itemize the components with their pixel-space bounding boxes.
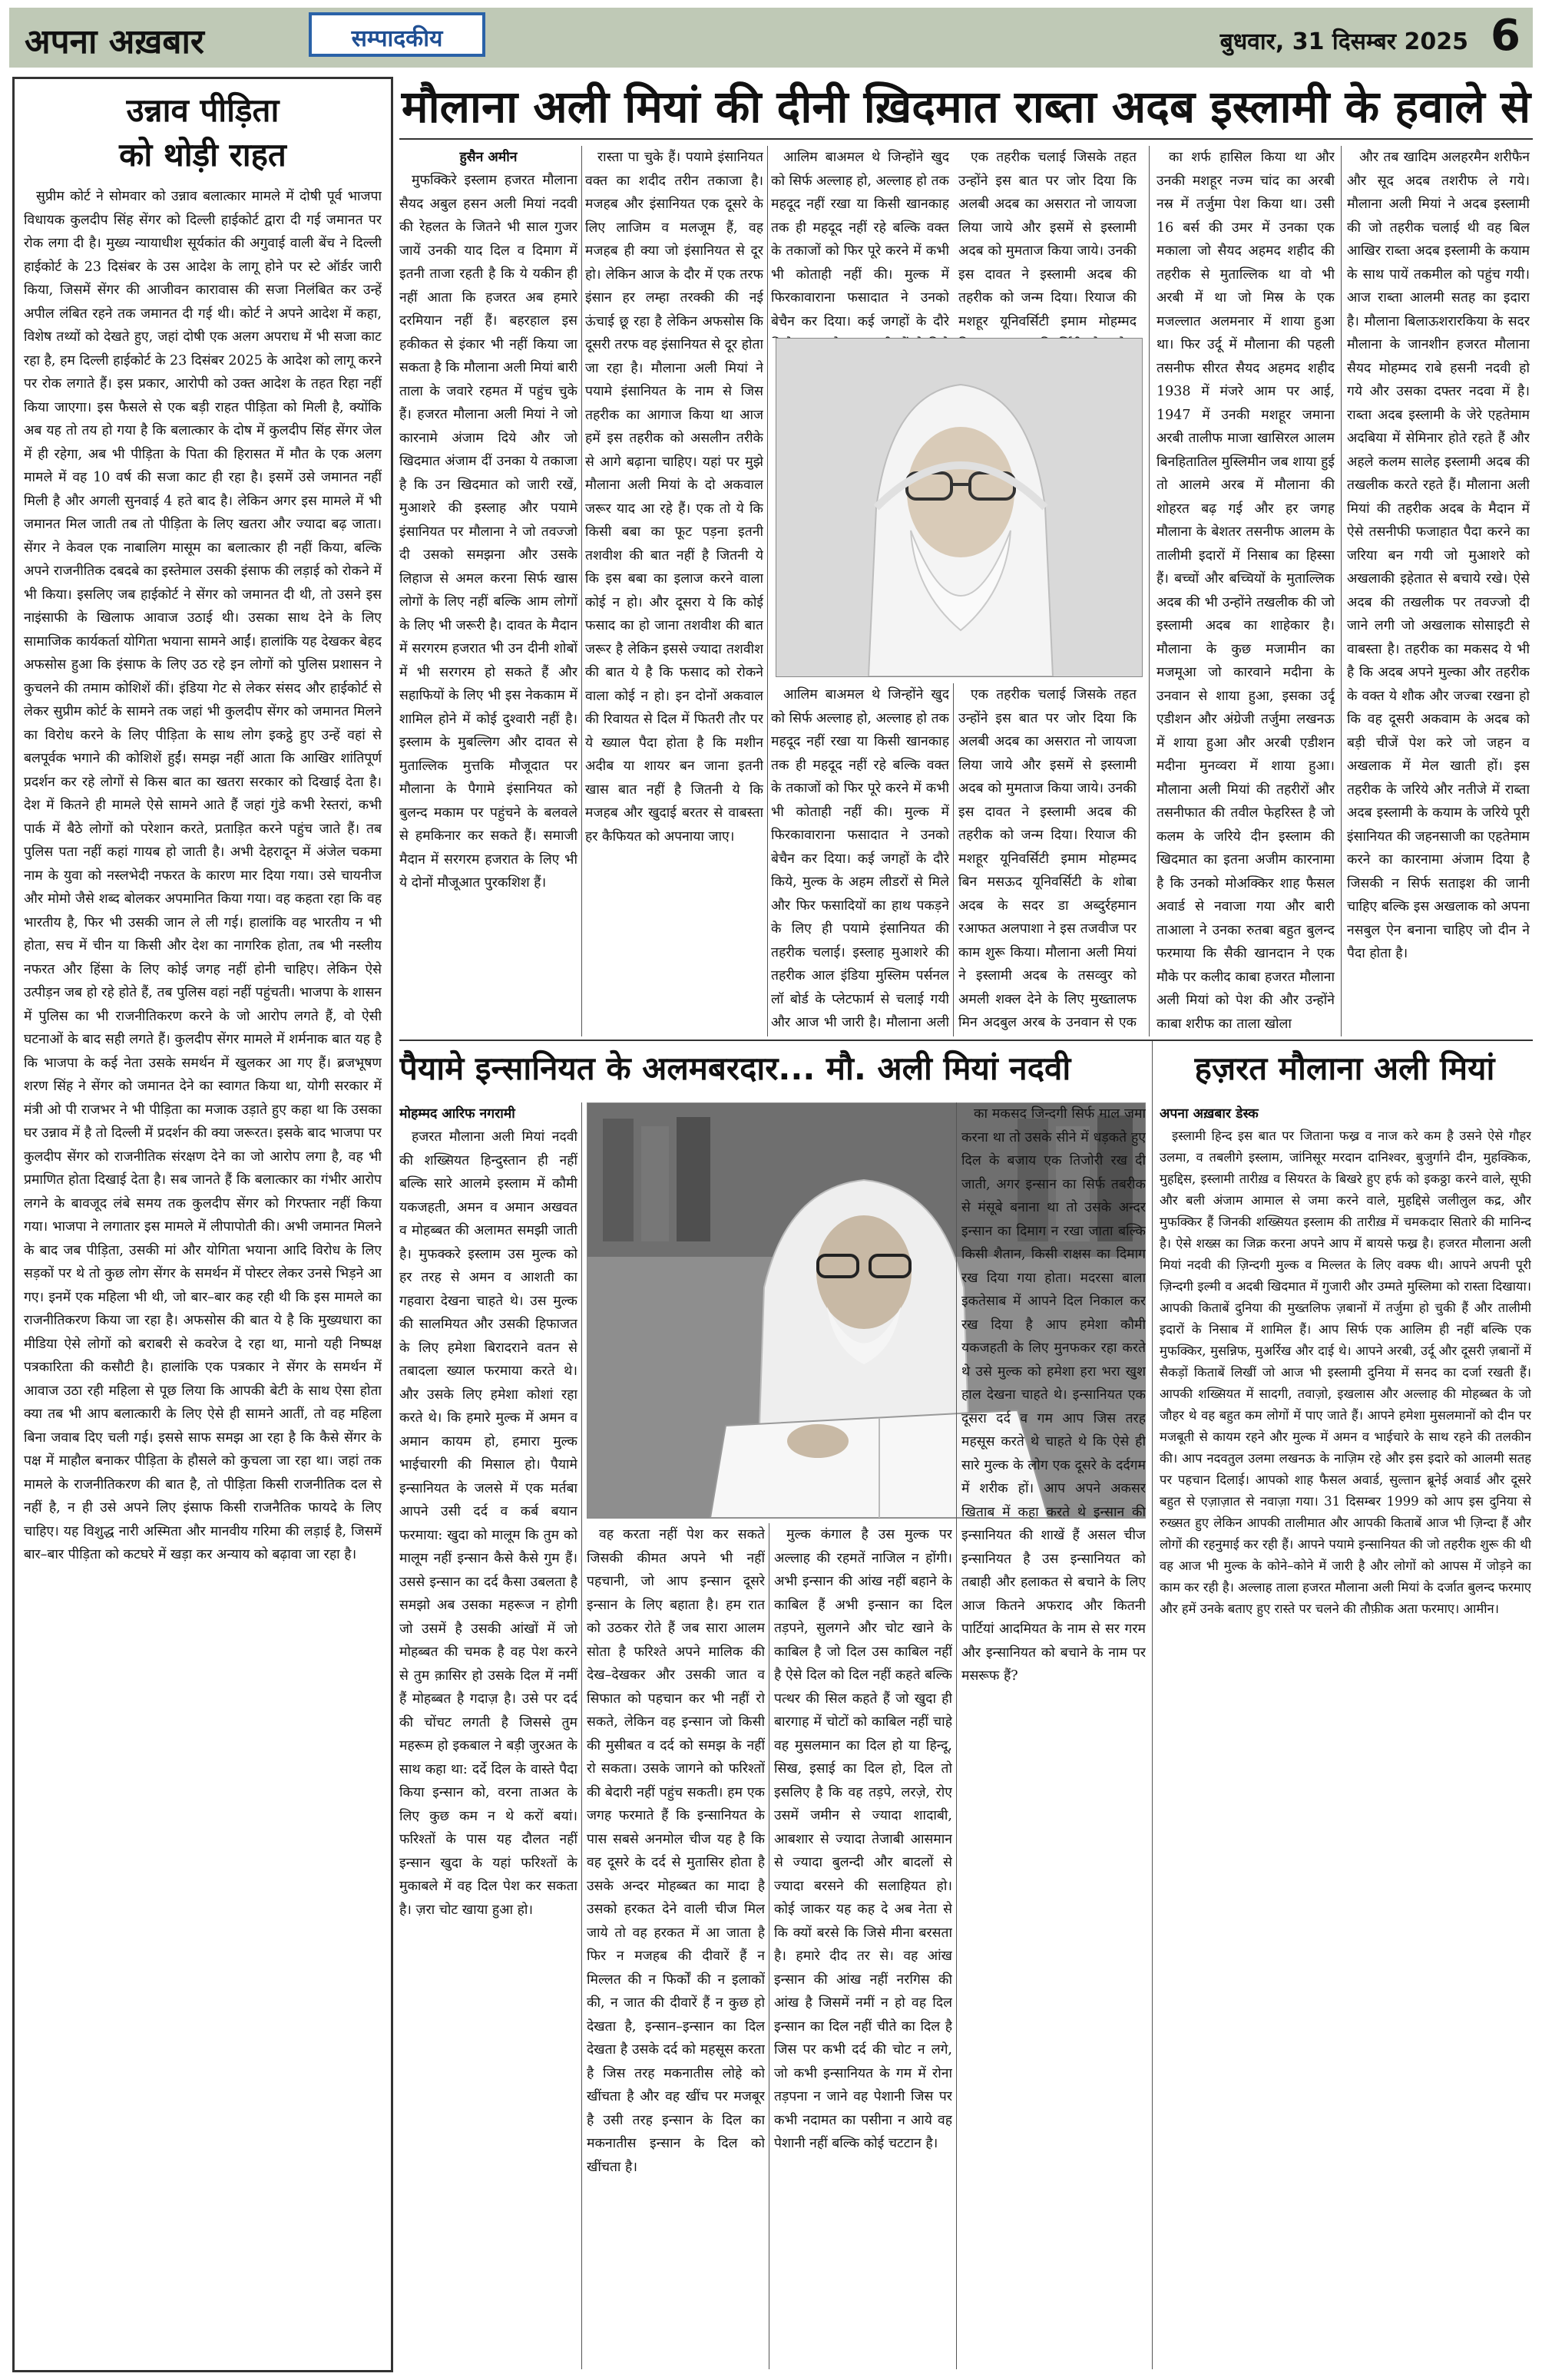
right-article-text: इस्लामी हिन्द इस बात पर जिताना फख्र व नाज करे कम है उसने ऐसे गौहर उलमा, व तबलीगे इस्लाम, जांनिसूर मरदान दानिश्वर, बुजुर्गाने दीन, मुहक्किक, मुहद्दिस, इस्लामी तारीख़ व सियरत के बिखरे हुए हर्फ को इकठ्ठा करने वाले, सूफी और बली अंजाम आमाल से जमा करने वाले, मुहद्दिसे जलीलुल कद्र, और मुफक्किर हैं जिनकी शख्सियत इस्लाम की तारीख़ में चमकदार सितारे की मानिन्द है। ऐसे शख्स का जिक्र करना अपने आप में बायसे फख्र है। हजरत मौलाना अली मियां नदवी की ज़िन्दगी मुल्क व मिल्लत के लिए वक्फ थी। आपने अपनी पूरी ज़िन्दगी इल्मी व अदबी खिदमात में गुजारी और उम्मते मुस्लिमा को रास्ता दिखाया। आपकी किताबें दुनिया की मुख्तलिफ ज़बानों में तर्जुमा हो चुकी हैं और तालीमी इदारों के निसाब में शामिल हैं। आप सिर्फ एक आलिम ही नहीं बल्कि एक मुफक्किर, मुसन्निफ, मुअर्रिख और दाई थे। आपने अरबी, उर्दू और दूसरी ज़बानों में सैकड़ों किताबें लिखीं जो आज भी इस्लामी दुनिया में सनद का दर्जा रखती हैं। आपकी शख्सियत में सादगी, तवाज़ो, इखलास और अल्लाह की मोहब्बत के जो जौहर थे वह बहुत कम लोगों में पाए जाते हैं। आपने हमेशा मुसलमानों को दीन पर मजबूती से कायम रहने और मुल्क में अमन व भाईचारे के साथ रहने की तलकीन की। आप नदवतुल उलमा लखनऊ के नाज़िम रहे और इस इदारे को आलमी सतह पर पहचान दिलाई। आपको शाह फैसल अवार्ड, सुल्तान ब्रूनेई अवार्ड और दूसरे बहुत से एज़ाज़ात से नवाज़ा गया। 31 दिसम्बर 1999 को आप इस दुनिया से रुख्सत हुए लेकिन आपकी तालीमात और आपकी किताबें आज भी ज़िन्दा हैं और लोगों की रहनुमाई कर रही हैं। आपने पयामे इन्सानियत की जो तहरीक शुरू की थी वह आज भी मुल्क के कोने–कोने में जारी है और लोगों को आपस में जोड़ने का काम कर रही है। अल्लाह ताला हजरत मौलाना अली मियां के दर्जात बुलन्द फरमाए और हमें उनके बताए हुए रास्ते पर चलने की तौफ़ीक अता फरमाए। आमीन। <box>1160 1129 1531 1616</box>
main-col-1-text: मुफक्किरे इस्लाम हजरत मौलाना सैयद अबुल हसन अली मियां नदवी की रेहलत के जितने भी साल गुजर जायें उनकी याद दिल व दिमाग में इतनी ताजा रहती है कि ये यकीन ही नहीं आता कि हजरत अब हमारे दरमियान नहीं हैं। बहरहाल इस हकीकत से इंकार भी नहीं किया जा सकता है कि मौलाना अली मियां बारी ताला के जवारे रहमत में पहुंच चुके हैं। हजरत मौलाना अली मियां ने जो कारनामे अंजाम दिये और जो खिदमात अंजाम दीं उनका ये तकाजा है कि उन खिदमात को जारी रखें, मुआशरे की इस्लाह और पयामे इंसानियत पर मौलाना ने जो तवज्जो दी उसको समझना और उसके लिहाज से अमल करना सिर्फ खास लोगों के लिए नहीं बल्कि आम लोगों के लिए भी जरूरी है। दावत के मैदान में सरगरम हजरात भी उन दीनी शोबों में भी सरगरम हो सकते हैं और सहाफियों के लिए भी इस नेककाम में शामिल होने में कोई दुश्वारी नहीं है। इस्लाम के मुबल्लिग और दावत से मुताल्लिक मुत्तकि मौजूदात पर मौलाना के पैगामे इंसानियत को बुलन्द मकाम पर पहुंचने के बलवले से हमकिनार कर सकते हैं। समाजी मैदान में सरगरम हजरात के लिए भी ये दोनों मौजूआत पुरकशिश हैं। <box>399 173 577 891</box>
masthead <box>9 8 1533 68</box>
column-rule <box>1341 146 1342 1036</box>
second-article-col-4 <box>961 1102 1146 2369</box>
second-article-col-2 <box>587 1523 765 2369</box>
headline-rule <box>399 138 1533 140</box>
main-col-4-text-continued: एक तहरीक चलाई जिसके तहत उन्होंने इस बात पर जोर दिया कि अलबी अदब का असरात नो जायजा लिया जाये और इसमें से इस्लामी अदब को मुमताज किया जाये। उनकी इस दावत ने इस्लामी अदब की तहरीक को जन्म दिया। रियाज की मशहूर यूनिवर्सिटी इमाम मोहम्मद बिन मसऊद यूनिवर्सिटी के शोबा अदब के सदर डा अब्दुर्रहमान रआफत अलपाशा ने इस तजवीज पर काम शुरू किया। मौलाना अली मियां ने इस्लामी अदब के तसव्वुर को अमली शक्ल देने के लिए मुख्तालफ मिन अदबुल अरब के उनवान से एक <box>958 687 1137 1030</box>
main-article-col-1 <box>399 146 577 1038</box>
main-article-col-5 <box>1156 146 1335 1038</box>
main-col-6-text: और तब खादिम अलहरमैन शरीफैन और सूद अदब तशरीफ ले गये। मौलाना अली मियां ने अदब इस्लामी की जो तहरीक चलाई थी वह बिल आखिर राब्ता अदब इस्लामी के कयाम के साथ पायें तकमील को पहुंच गयी। आज राब्ता आलमी सतह का इदारा है। मौलाना बिलाऊशरारकिया के सदर मौलाना के जानशीन हजरत मौलाना सैयद मोहम्मद राबे हसनी नदवी हो गये और उसका दफ्तर नदवा में है। राब्ता अदब इस्लामी के जेरे एहतेमाम अदबिया में सेमिनार होते रहते हैं और अहले कलम सालेह इस्लामी अदब की तखलीक करते रहते हैं। मौलाना अली मियां की तहरीक अदब के मैदान में ऐसे तसनीफी फजाहात पैदा करने का जरिया बन गयी जो मुआशरे को अखलाकी इहेतात से बचाये रखे। ऐसे अदब की तखलीक पर तवज्जो दी जाने लगी जो अखलाक सोसाइटी से वाबस्ता है। तहरीक का मकसद ये भी है कि अदब अपने मुल्का और तहरीक के वक्त ये शौक और जज्बा रखना हो कि वह दूसरी अकवाम के अदब को बड़ी चीजें पेश करे जो जहन व अखलाक में मेल खाती हों। इस तहरीक के जरिये और नतीजे में राब्ता अदब इस्लामी के कयाम के जरिये पूरी इंसानियत की जहनसाजी का एहतेमाम करने का कारनामा अंजाम दिया है जिसकी न सिर्फ सताइश की जानी चाहिए बल्कि इस अखलाक को अपना नसबुल ऐन बनाना चाहिए जो दीन ने पैदा होता है। <box>1347 150 1530 961</box>
column-rule <box>953 683 954 1036</box>
main-article-col-4-bottom <box>958 683 1137 1038</box>
main-article-col-2 <box>585 146 763 1038</box>
main-byline: हुसैन अमीन <box>459 150 518 165</box>
column-rule <box>767 146 768 1036</box>
second-article-col-3 <box>774 1523 952 2369</box>
second-col-1-text: हजरत मौलाना अली मियां नदवी की शख्सियत हिन्दुस्तान ही नहीं बल्कि सारे आलमे इस्लाम में कौमी यकजहती, अमन व अमान अखवत व मोहब्बत की अलामत समझी जाती है। मुफक्करे इस्लाम उस मुल्क को हर तरह से अमन व आशती का गहवारा देखना चाहते थे। उस मुल्क की सालमियत और उसकी हिफाजत के लिए हमेशा बिरादराने वतन से तबादला ख्याल फरमाया करते थे। और उसके लिए हमेशा कोशां रहा करते थे। कि हमारे मुल्क में अमन व अमान कायम हो, हमारा मुल्क भाईचारगी की मिसाल हो। पैयामे इन्सानियत के जलसे में एक मर्तबा आपने उसी दर्द व कर्ब बयान फरमाया: खुदा को मालूम कि तुम को मालूम नहीं इन्सान कैसे कैसे गुम हैं। उससे इन्सान का दर्द कैसा उबलता है समझो अब उसका महरूज न होगी जो उसमें है उसकी आंखों में जो मोहब्बत की चमक है वह पेश करने से तुम क़ासिर हो उसके दिल में नमीं हैं मोहब्बत है गदाज़ है। उसे पर दर्द की चोंचट लगती है जिससे तुम महरूम हो इकबाल ने बड़ी जुरअत के साथ कहा था: दर्दे दिल के वास्ते पैदा किया इन्सान को, वरना ताअत के लिए कुछ कम न थे करों बयां। फरिश्तों के पास यह दौलत नहीं इन्सान खुदा के यहां फरिश्तों के मुकाबले में वह दिल पेश कर सकता है। ज़रा चोट खाया हुआ हो। <box>399 1129 577 1918</box>
second-article-col-1 <box>399 1102 577 2369</box>
main-col-3-text: आलिम बाअमल थे जिन्होंने खुद को सिर्फ अल्लाह हो, अल्लाह हो तक महदूद नहीं रखा या किसी खानकाह तक ही महदूद नहीं रहे बल्कि वक्त के तकाजों को फिर पूरे करने में कभी भी कोताही नहीं की। मुल्क में फिरकावाराना फसादात ने उनको बेचैन कर दिया। कई जगहों के दौरे <box>771 150 949 329</box>
main-col-2-text: रास्ता पा चुके हैं। पयामे इंसानियत वक्त का शदीद तरीन तकाजा है। मजहब और इंसानियत एक दूसरे के लिए लाजिम व मलजूम हैं, वह मजहब ही क्या जो इंसानियत से दूर हो। लेकिन आज के दौर में एक तरफ इंसान हर लम्हा तरक्की की नई ऊंचाई छू रहा है लेकिन अफसोस कि दूसरी तरफ वह इंसानियत से दूर होता जा रहा है। मौलाना अली मियां ने पयामे इंसानियत के नाम से जिस तहरीक का आगाज किया था आज हमें इस तहरीक को असलीन तरीके से आगे बढ़ाना चाहिए। यहां पर मुझे मौलाना अली मियां के दो अकवाल जरूर याद आ रहे हैं। एक तो ये कि किसी बबा का फूट पड़ना इतनी तशवीश की बात नहीं है जितनी ये कि इस बबा का इलाज करने वाला कोई न हो। और दूसरा ये कि कोई फसाद का हो जाना तशवीश की बात जरूर है लेकिन इससे ज्यादा तशवीश की बात ये है कि फसाद को रोकने वाला कोई न हो। इन दोनों अकवाल की रिवायत से दिल में फितरी तौर पर ये ख्याल पैदा होता है कि मशीन अदीब या शायर बन जाना इतनी खास बात नहीं है जितनी ये कि मजहब और खुदाई बरतर से वाबस्ता हर कैफियत को अपनाया जाए। <box>585 150 763 845</box>
section-box <box>309 12 485 57</box>
main-headline: मौलाना अली मियां की दीनी ख़िदमात राब्ता अदब इस्लामी के हवाले से <box>401 81 1531 133</box>
column-rule <box>581 1102 582 2369</box>
issue-date: बुधवार, 31 दिसम्बर 2025 <box>1219 28 1468 55</box>
second-col-2-text: वह करता नहीं पेश कर सकते जिसकी कीमत अपने भी नहीं पहचानी, जो आप इन्सान दूसरे इन्सान के लिए बहाता है। हम रात को उठकर रोते हैं जब सारा आलम सोता है फरिश्ते अपने मालिक की देख–देखकर और उसकी जात व सिफात को पहचान कर भी नहीं रो सकते, लेकिन वह इन्सान जो किसी की मुसीबत व दर्द को समझ के नहीं रो सकता। उसके जागने को फरिश्तों की बेदारी नहीं पहुंच सकती। हम एक जगह फरमाते हैं कि इन्सानियत के पास सबसे अनमोल चीज यह है कि वह दूसरे के दर्द से मुतासिर होता है उसके अन्दर मोहब्बत का मादा है उसको हरकत देने वाली चीज मिल जाये तो वह हरकत में आ जाता है फिर न मजहब की दीवारें हैं न मिल्लत की न फिर्कों की न इलाकों की, न जात की दीवारें हैं न कुछ हो देखता है, इन्सान–इन्सान का दिल देखता है उसके दर्द को महसूस करता है जिस तरह मकनातीस लोहे को खींचता है और वह खींच पर मजबूर है उसी तरह इन्सान के दिल का मकनातीस इन्सान के दिल को खींचता है। <box>587 1527 765 2175</box>
editorial-headline <box>15 88 391 177</box>
portrait-illustration <box>776 339 1142 676</box>
main-col-3-text-continued: आलिम बाअमल थे जिन्होंने खुद को सिर्फ अल्लाह हो, अल्लाह हो तक महदूद नहीं रखा या किसी खानकाह तक ही महदूद नहीं रहे बल्कि वक्त के तकाजों को फिर पूरे करने में कभी भी कोताही नहीं की। मुल्क में फिरकावाराना फसादात ने उनको बेचैन कर दिया। कई जगहों के दौरे किये, मुल्क के अहम लीडरों से मिले और फिर फसादियों का हाथ पकड़ने के लिए ही पयामे इंसानियत की तहरीक चलाई। इस्लाह मुआशरे की तहरीक आल इंडिया मुस्लिम पर्सनल लॉ बोर्ड के प्लेटफार्म से चलाई गयी और आज भी जारी है। मौलाना अली <box>771 687 949 1030</box>
paper-name: अपना अख़बार <box>25 22 204 61</box>
second-col-4-text: का मकसद जिन्दगी सिर्फ माल जमा करना था तो उसके सीने में धड़कते हुए दिल के बजाय एक तिजोरी रख दी जाती, अगर इन्सान का सिर्फ तबरीक से मंसूबे बनाना था तो उसके अन्दर इन्सान का दिमाग न रखा जाता बल्कि किसी शैतान, किसी राक्षस का दिमाग रख दिया गया होता। मदरसा बाला इकतेसाब में आपने दिल निकाल कर रख दिया है आप हमेशा कौमी यकजहती के लिए मुनफकर रहा करते थे उसे मुल्क को हमेशा हरा भरा खुश हाल देखना चाहते थे। इन्सानियत एक दूसरा दर्द व गम आप जिस तरह महसूस करते थे चाहते थे कि ऐसे ही सारे मुल्क के लोग एक दूसरे के दर्दगम में शरीक हों। आप अपने अकसर खिताब में कहा करते थे इन्सान की इन्सानियत की शाखें हैं असल चीज इन्सानियत है उस इन्सानियत को तबाही और हलाकत से बचाने के लिए आज कितने अफराद और कितनी पार्टियां आदमियत के नाम से सर गरम और इन्सानियत को बचाने के नाम पर मसरूफ हैं? <box>961 1106 1146 1684</box>
main-col-5-text: का शर्फ हासिल किया था और उनकी मशहूर नज्म चांद का अरबी नस्र में तर्जुमा पेश किया था। उसी 16 बर्स की उमर में उनका एक मकाला जो सैयद अहमद शहीद की तहरीक से मुताल्लिक था वो भी अरबी में था जो मिस्र के एक मजल्लात अलमनार में शाया हुआ था। फिर उर्दू में मौलाना की पहली तसनीफ सीरत सैयद अहमद शहीद 1938 में मंजरे आम पर आई, 1947 में उनकी मशहूर जमाना अरबी तालीफ माजा खासिरल आलम बिनहितातिल मुस्लिमीन जब शाया हुई तो आलमे अरब में मौलाना की शोहरत बढ़ गई और हर जगह मौलाना के बेशतर तसनीफ आलम के तालीमी इदारों में निसाब का हिस्सा हैं। बच्चों और बच्चियों के मुताल्लिक अदब की भी उन्होंने तखलीक की जो इस्लामी अदब का शाहेकार है। मौलाना के कुछ मजामीन का मजमूआ जो कारवाने मदीना के उनवान से शाया हुआ, इसका उर्दू एडीशन और अंग्रेजी तर्जुमा लखनऊ में शाया हुआ और अरबी एडीशन मदीना मुनव्वरा में शाया हुआ। मौलाना अली मियां की तहरीरों और तसनीफात की तवील फेहरिस्त है जो कलम के जरिये दीन इस्लाम की खिदमात का इतना अजीम कारनामा है कि उनको मोअक्किर शाह फैसल अवार्ड से नवाजा गया और बारी ताआला ने उनका रुतबा बहुत बुलन्द फरमाया कि सैकी खानदान ने एक मौके पर कलीद काबा हजरत मौलाना अली मियां को पेश की और उन्होंने काबा शरीफ का ताला खोला <box>1156 150 1335 1032</box>
portrait-photo <box>776 338 1143 677</box>
main-col-4-text: एक तहरीक चलाई जिसके तहत उन्होंने इस बात पर जोर दिया कि अलबी अदब का असरात नो जायजा लिया जाये और इसमें से इस्लामी अदब को मुमताज किया जाये। उनकी इस दावत ने इस्लामी अदब की तहरीक को जन्म दिया। रियाज की मशहूर यूनिवर्सिटी इमाम मोहम्मद <box>958 150 1137 329</box>
editorial-headline-line1: उन्नाव पीड़िता <box>126 91 280 129</box>
page-number: 6 <box>1491 11 1520 61</box>
column-rule <box>1152 1041 1153 2369</box>
main-article-col-3-bottom <box>771 683 949 1038</box>
second-byline: मोहम्मद आरिफ नगरामी <box>399 1106 515 1122</box>
editorial-paragraph: सुप्रीम कोर्ट ने सोमवार को उन्नाव बलात्कार मामले में दोषी पूर्व भाजपा विधायक कुलदीप सिंह सेंगर को दिल्ली हाईकोर्ट द्वारा दी गई जमानत पर रोक लगा दी है। मुख्य न्यायाधीश सूर्यकांत की अगुवाई वाली बेंच ने दिल्ली हाईकोर्ट के 23 दिसंबर के उस आदेश के लागू होने पर स्टे ऑर्डर जारी किया, जिसमें सेंगर की आजीवन कारावास की सजा निलंबित कर उन्हें अपील लंबित रहने तक जमानत दी गई थी। कोर्ट ने अपने आदेश में कहा, विशेष तथ्यों को देखते हुए, जहां दोषी एक अलग अपराध में भी सजा काट रहा है, हम दिल्ली हाईकोर्ट के 23 दिसंबर 2025 के आदेश को लागू करने पर रोक लगाते हैं। इस प्रकार, आरोपी को उक्त आदेश के तहत रिहा नहीं किया जाएगा। इस फैसले से एक बड़ी राहत पीड़िता को मिली है, क्योंकि अब यह तो तय हो गया है कि बलात्कार के दोष में कुलदीप सिंह सेंगर जेल में ही रहेगा, अब भी पीड़िता के पिता की हिरासत में मौत के एक अलग मामले में वह 10 वर्ष की सजा काट ही रहा है। इसमें उसे जमानत नहीं मिली है और अगली सुनवाई 4 हते बाद है। लेकिन अगर इस मामले में भी जमानत मिल जाती तब तो पीड़िता के लिए खतरा और ज्यादा बढ़ जाता। सेंगर ने केवल एक नाबालिग मासूम का बलात्कार ही नहीं किया, बल्कि अपने राजनीतिक दबदबे का इस्तेमाल उसकी इंसाफ की लड़ाई को रोकने में भी किया। इसलिए जब हाईकोर्ट ने सेंगर को जमानत दी थी, तो उसने इस नाइंसाफी के खिलाफ आवाज उठाई थी। उसका साथ देने के लिए सामाजिक कार्यकर्ता योगिता भयाना सामने आईं। हालांकि यह देखकर बेहद अफसोस हुआ कि इंसाफ के लिए उठ रहे इन लोगों को पुलिस प्रशासन ने कुचलने की तमाम कोशिशें कीं। इंडिया गेट से लेकर संसद और हाईकोर्ट से लेकर सुप्रीम कोर्ट के सामने तक जहां भी कुलदीप सेंगर को जमानत मिलने का विरोध करने के लिए पीड़िता के साथ लोग इकट्ठे हुए उन्हें वहां से बलपूर्वक भगाने की कोशिशें हुईं। समझ नहीं आता कि आखिर शांतिपूर्ण प्रदर्शन कर रहे लोगों से किस बात का खतरा सरकार को दिखाई देता है। देश में कितने ही मामले ऐसे सामने आते हैं जहां गुंडे कभी रेस्तरां, कभी पार्क में बैठे लोगों को परेशान करते, प्रताड़ित करने पहुंच जाते हैं। तब पुलिस पता नहीं कहां गायब हो जाती है। अभी देहरादून में अंजेल चकमा नाम के युवा को नस्लभेदी नफरत के कारण मार दिया गया। उसे चायनीज और मोमो जैसे शब्द बोलकर अपमानित किया गया। वह कहता रहा कि वह भारतीय है, फिर भी उसकी जान ले ली गई। हालांकि वह भारतीय न भी होता, सच में चीन या किसी और देश का नागरिक होता, तब भी नस्लीय नफरत और हिंसा के लिए कोई जगह नहीं होनी चाहिए। लेकिन ऐसे उत्पीड़न जब हो रहे होते हैं, तब पुलिस वहां नहीं पहुंचती। भाजपा के शासन में पुलिस का भी राजनीतिकरण करने के जो आरोप लगते हैं, वो ऐसी घटनाओं के बाद सही लगते हैं। कुलदीप सेंगर मामले में शर्मनाक बात यह है कि भाजपा के कई नेता उसके समर्थन में खुलकर आ गए हैं। ब्रजभूषण शरण सिंह ने सेंगर को जमानत देने का स्वागत किया था, योगी सरकार में मंत्री ओ पी राजभर ने भी पीड़िता का मजाक उड़ाते हुए कहा था कि उसका घर उन्नाव में है तो दिल्ली में प्रदर्शन की क्या जरूरत। इसके बाद भाजपा पर कुलदीप सेंगर को राजनीतिक संरक्षण देने का जो आरोप लगा है, वह भी प्रमाणित होता दिखाई देता है। सब जानते हैं कि बलात्कार का गंभीर आरोप लगने के बावजूद लंबे समय तक कुलदीप सेंगर को गिरफ्तार नहीं किया गया। भाजपा ने लगातार इस मामले में लीपापोती की। अभी जमानत मिलने के बाद जब पीड़िता, उसकी मां और योगिता भयाना आदि विरोध के लिए सड़कों पर थे तो कुछ लोग सेंगर के समर्थन में पोस्टर लेकर उनसे भिड़ने आ गए। इनमें एक महिला भी थी, जो बार–बार कह रही थी कि इस मामले का राजनीतिकरण किया जा रहा है। अफसोस की बात ये है कि मुख्यधारा का मीडिया ऐसे लोगों को बराबरी से कवरेज दे रहा था, मानो यही निष्पक्ष पत्रकारिता की कसौटी है। हालांकि एक पत्रकार ने सेंगर के समर्थन में आवाज उठा रही महिला से पूछ लिया कि आपकी बेटी के साथ ऐसा होता क्या तब भी आप बलात्कारी के लिए ऐसे ही सामने आतीं, तो वह महिला बिना जवाब दिए चली गई। इससे साफ समझ आ रहा है कि कैसे सेंगर के पक्ष में माहौल बनाकर पीड़िता के हौसले को कुचला जा रहा था। जहां तक मामले के राजनीतिकरण की बात है, तो पीड़िता किसी राजनीतिक दल से नहीं है, न ही उसे अपने लिए इंसाफ किसी राजनैतिक फायदे के लिए चाहिए। यह विशुद्ध नारी अस्मिता और मानवीय गरिमा की लड़ाई है, जिसमें बार–बार पीड़िता को कटघरे में खड़ा कर अन्याय को बढ़ावा जा रहा है। <box>24 189 382 1562</box>
editorial-headline-line2: को थोड़ी राहत <box>119 136 286 174</box>
editorial-column <box>12 77 393 2372</box>
right-headline: हज़रत मौलाना अली मियां <box>1194 1050 1495 1087</box>
main-article-col-6 <box>1347 146 1530 1038</box>
section-label: सम्पादकीय <box>351 25 443 52</box>
second-headline: पैयामे इन्सानियत के अलमबरदार... मौ. अली मियां नदवी <box>399 1050 1071 1087</box>
column-rule <box>956 1102 957 2369</box>
main-article-col-4-top <box>958 146 1137 338</box>
column-rule <box>1149 146 1150 1036</box>
main-article-col-3-top <box>771 146 949 338</box>
second-col-3-text: मुल्क कंगाल है उस मुल्क पर अल्लाह की रहमतें नाजिल न होंगी। अभी इन्सान की आंख नहीं बहाने के काबिल हैं अभी इन्सान का दिल तड़पने, सुलगने और चोट खाने के काबिल है जो दिल उस काबिल नहीं है ऐसे दिल को दिल नहीं कहते बल्कि पत्थर की सिल कहते हैं जो खुदा ही बारगाह में चोटों को काबिल नहीं चाहे वह मुसलमान का दिल हो या हिन्दू, सिख, इसाई का दिल हो, दिल तो इसलिए है कि वह तड़पे, लरज़े, रोए उसमें जमीन से ज्यादा शादाबी, आबशार से ज्यादा तेजाबी आसमान से ज्यादा बुलन्दी और बादलों से ज्यादा बरसने की सलाहियत हो। कोई जाकर यह कह दे अब नेता से कि क्यों बरसे कि जिसे मीना बरसता है। हमारे दीद तर से। वह आंख इन्सान की आंख नहीं नरगिस की आंख है जिसमें नमीं न हो वह दिल इन्सान का दिल नहीं चीते का दिल है जिस पर कभी दर्द की चोट न लगे, जो कभी इन्सानियत के गम में रोना तड़पना न जाने वह पेशानी जिस पर कभी नदामत का पसीना न आये वह पेशानी नहीं बल्कि कोई चटटान है। <box>774 1527 952 2151</box>
editorial-body <box>24 185 382 2365</box>
right-article <box>1160 1102 1531 2369</box>
right-byline: अपना अख़बार डेस्क <box>1160 1106 1259 1122</box>
column-rule <box>581 146 582 1036</box>
